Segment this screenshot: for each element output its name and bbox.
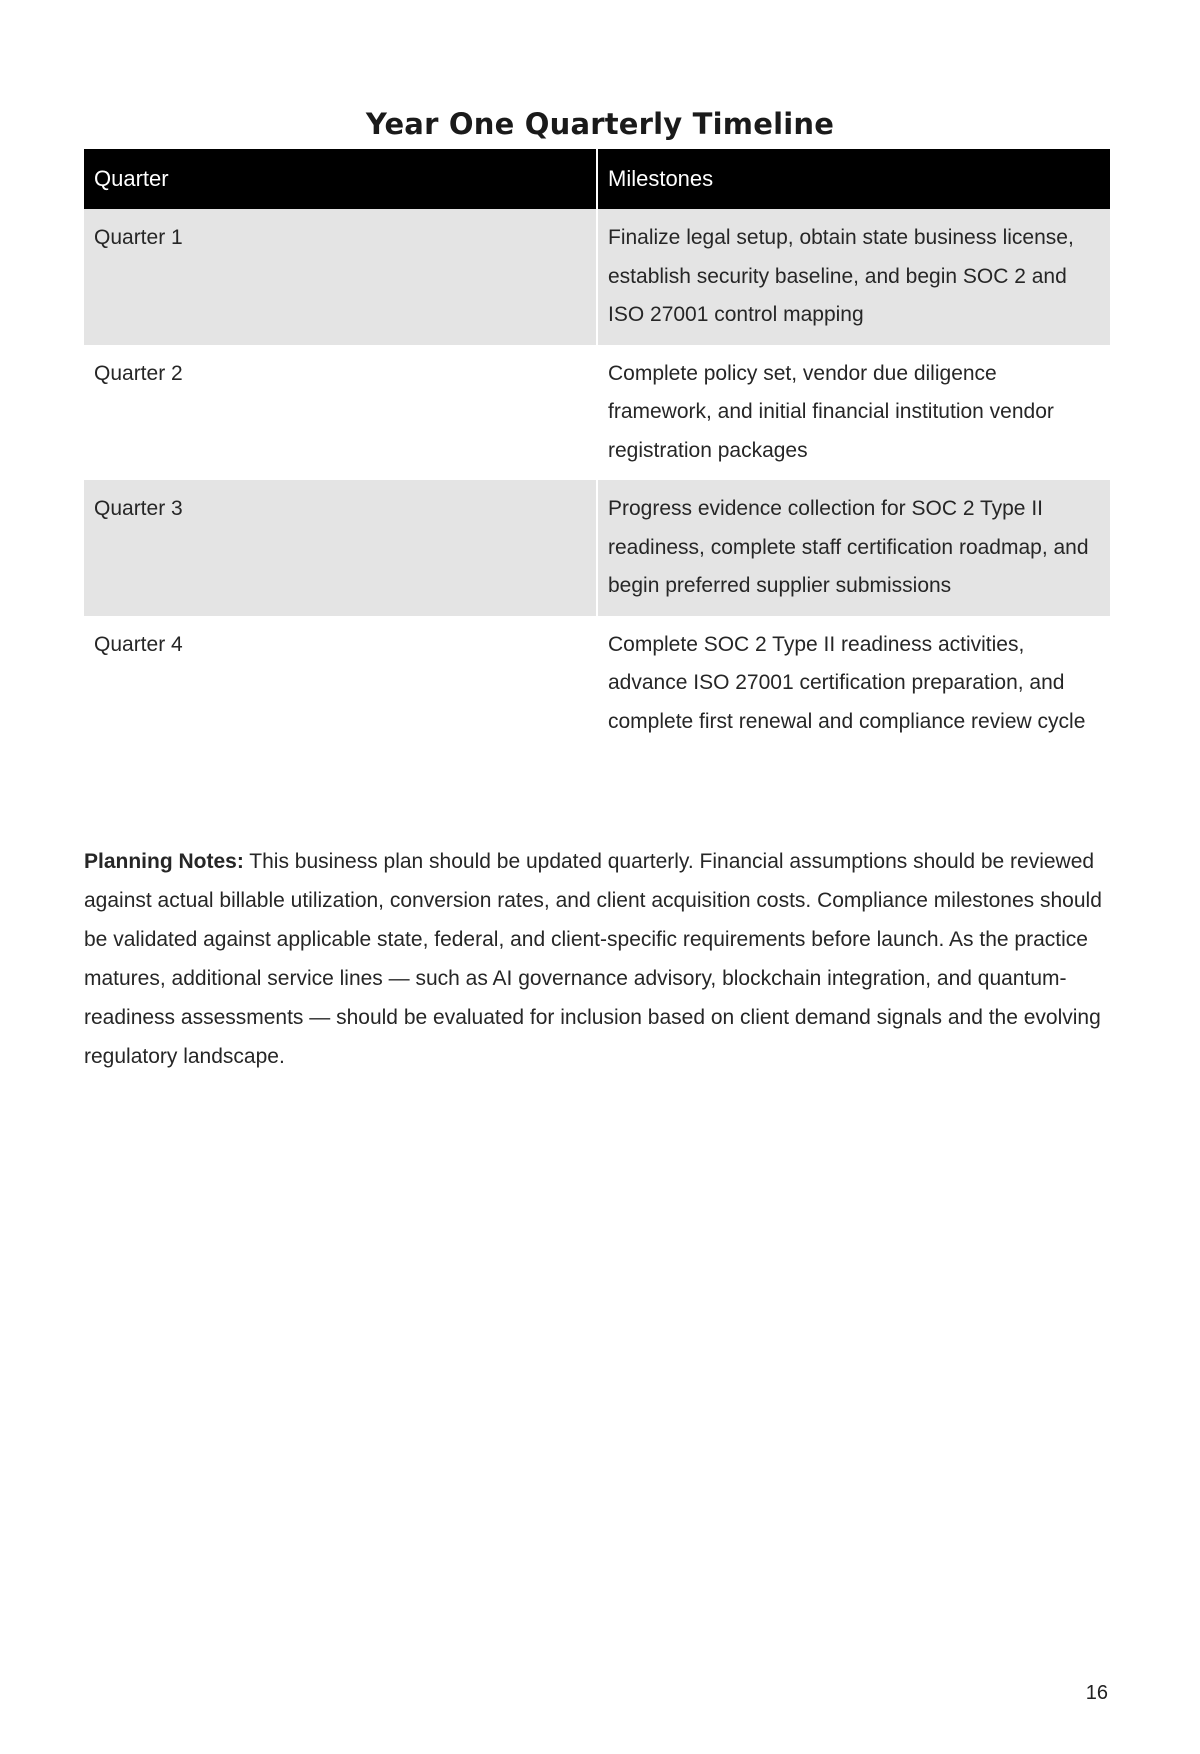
quarter-cell: Quarter 4 (84, 616, 597, 752)
quarter-cell: Quarter 1 (84, 209, 597, 345)
milestones-cell: Complete policy set, vendor due diligence framework, and initial financial institution vendor registration packages (597, 345, 1110, 481)
table-header-row (84, 149, 1110, 209)
page-title: Year One Quarterly Timeline (365, 107, 835, 142)
quarter-cell: Quarter 3 (84, 480, 597, 616)
milestones-cell: Finalize legal setup, obtain state business license, establish security baseline, and begin SOC 2 and ISO 27001 control mapping (597, 209, 1110, 345)
planning-notes-text: This business plan should be updated quarterly. Financial assumptions should be reviewed against actual billable utilization, conversion rates, and client acquisition costs. Compliance milestones should be validated against applicable state, federal, and client-specific requirements before launch. As the practice matures, additional service lines — such as AI governance advisory, blockchain integration, and quantum-readiness assessments — should be evaluated for inclusion based on client demand signals and the evolving regulatory landscape. (84, 850, 1102, 1068)
table-row (84, 345, 1110, 481)
table-row (84, 616, 1110, 752)
planning-notes-label: Planning Notes: (84, 850, 244, 873)
table-row (84, 209, 1110, 345)
milestones-cell: Complete SOC 2 Type II readiness activities, advance ISO 27001 certification preparation, and complete first renewal and compliance review cycle (597, 616, 1110, 752)
page-number: 16 (1085, 1682, 1108, 1704)
milestones-cell: Progress evidence collection for SOC 2 Type II readiness, complete staff certification roadmap, and begin preferred supplier submissions (597, 480, 1110, 616)
quarter-cell: Quarter 2 (84, 345, 597, 481)
column-header-quarter: Quarter (84, 149, 597, 209)
column-header-milestones: Milestones (597, 149, 1110, 209)
table-row (84, 480, 1110, 616)
quarterly-timeline-table (84, 149, 1110, 751)
planning-notes (84, 842, 1110, 1076)
